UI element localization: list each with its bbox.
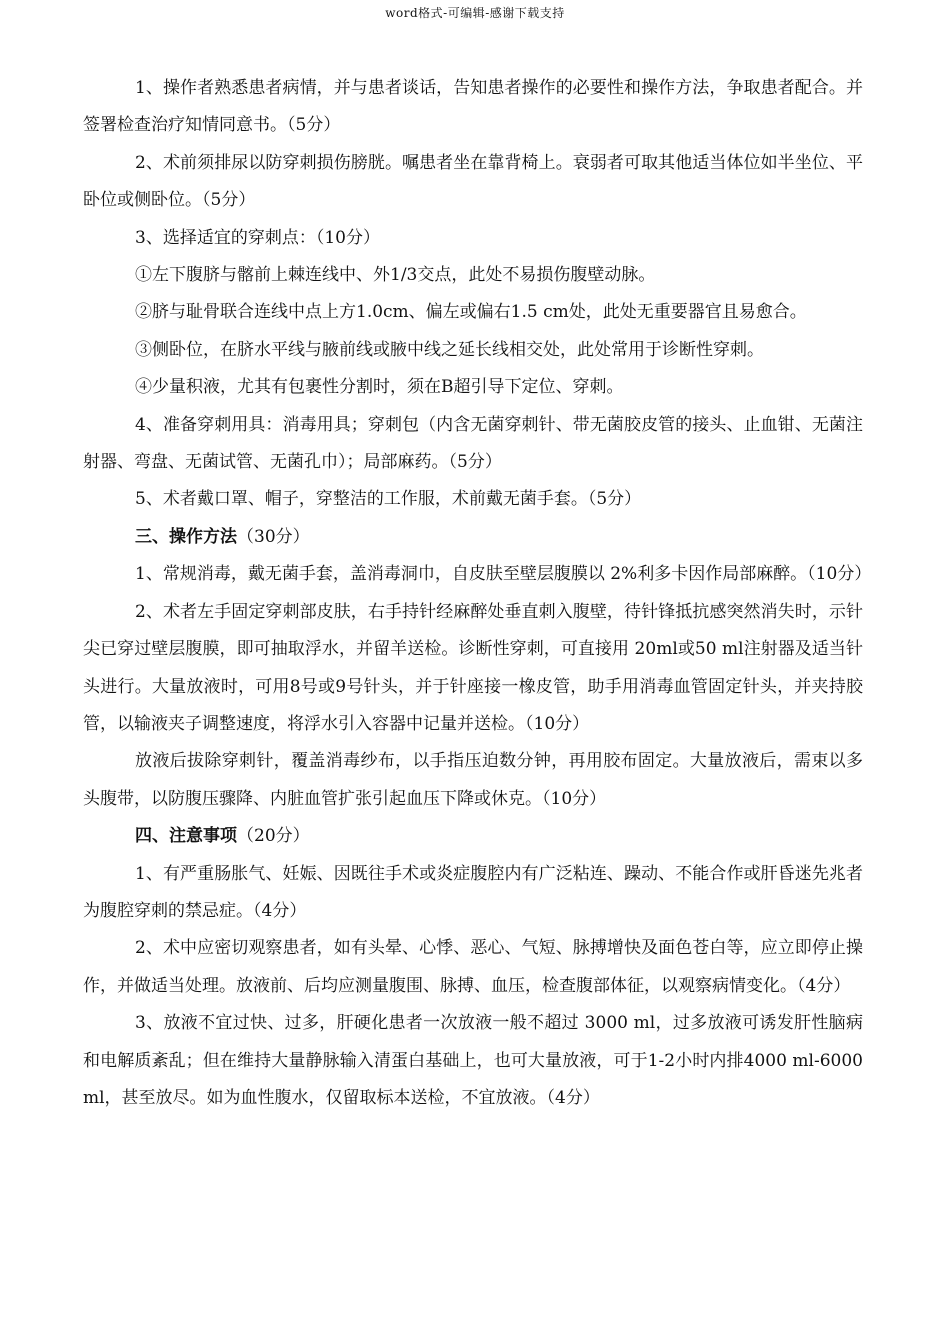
paragraph: 3、放液不宜过快、过多，肝硬化患者一次放液一般不超过 3000 ml，过多放液可诱发肝性脑病和电解质紊乱；但在维持大量静脉输入清蛋白基础上，也可大量放液，可于1-2小时内排4000 ml-6000 ml，甚至放尽。如为血性腹水，仅留取标本送检，不宜放液。（4分） bbox=[83, 1013, 863, 1108]
paragraph: 1、有严重肠胀气、妊娠、因既往手术或炎症腹腔内有广泛粘连、躁动、不能合作或肝昏迷先兆者为腹腔穿刺的禁忌症。（4分） bbox=[83, 863, 863, 921]
section-heading-title: 四、注意事项 bbox=[135, 826, 237, 847]
paragraph: 4、准备穿刺用具：消毒用具；穿刺包（内含无菌穿刺针、带无菌胶皮管的接头、止血钳、无菌注射器、弯盘、无菌试管、无菌孔巾）；局部麻药。（5分） bbox=[83, 414, 863, 473]
paragraph: ②脐与耻骨联合连线中点上方1.0cm、偏左或偏右1.5 cm处，此处无重要器官且易愈合。 bbox=[135, 302, 807, 323]
paragraph: 1、操作者熟悉患者病情，并与患者谈话，告知患者操作的必要性和操作方法，争取患者配合。并签署检查治疗知情同意书。（5分） bbox=[83, 78, 863, 136]
paragraph: ①左下腹脐与髂前上棘连线中、外1/3交点，此处不易损伤腹壁动脉。 bbox=[135, 265, 656, 286]
paragraph: ④少量积液，尤其有包裹性分割时，须在B超引导下定位、穿刺。 bbox=[135, 377, 624, 398]
paragraph: 2、术前须排尿以防穿刺损伤膀胱。嘱患者坐在靠背椅上。衰弱者可取其他适当体位如半坐位、平卧位或侧卧位。（5分） bbox=[83, 152, 863, 211]
page-header: word格式-可编辑-感谢下载支持 bbox=[385, 6, 565, 20]
paragraph: 2、术中应密切观察患者，如有头晕、心悸、恶心、气短、脉搏增快及面色苍白等，应立即停止操作，并做适当处理。放液前、后均应测量腹围、脉搏、血压，检查腹部体征，以观察病情变化。（4分） bbox=[83, 938, 863, 996]
paragraph: 5、术者戴口罩、帽子，穿整洁的工作服，术前戴无菌手套。（5分） bbox=[135, 489, 642, 510]
section-heading-title: 三、操作方法 bbox=[135, 526, 237, 547]
document-body bbox=[83, 70, 872, 1117]
paragraph: ③侧卧位，在脐水平线与腋前线或腋中线之延长线相交处，此处常用于诊断性穿刺。 bbox=[135, 339, 764, 360]
section-heading-score: （20分） bbox=[237, 826, 310, 847]
paragraph: 放液后拔除穿刺针，覆盖消毒纱布，以手指压迫数分钟，再用胶布固定。大量放液后，需束以多头腹带，以防腹压骤降、内脏血管扩张引起血压下降或休克。（10分） bbox=[83, 751, 863, 809]
section-heading bbox=[83, 519, 863, 556]
paragraph: 2、术者左手固定穿刺部皮肤，右手持针经麻醉处垂直刺入腹壁，待针锋抵抗感突然消失时，示针尖已穿过壁层腹膜，即可抽取浮水，并留羊送检。诊断性穿刺，可直接用 20ml或50 ml注射器及适当针头进行。大量放液时，可用8号或9号针头，并于针座接一橡皮管，助手用消毒血管固定针头，并夹持胶管，以输液夹子调整速度，将浮水引入容器中记量并送检。（10分） bbox=[83, 601, 863, 734]
section-heading bbox=[83, 818, 863, 855]
paragraph: 3、选择适宜的穿刺点：（10分） bbox=[135, 227, 380, 248]
paragraph: 1、常规消毒，戴无菌手套，盖消毒洞巾，自皮肤至壁层腹膜以 2%利多卡因作局部麻醉。（10分） bbox=[135, 564, 872, 585]
section-heading-score: （30分） bbox=[237, 526, 310, 547]
